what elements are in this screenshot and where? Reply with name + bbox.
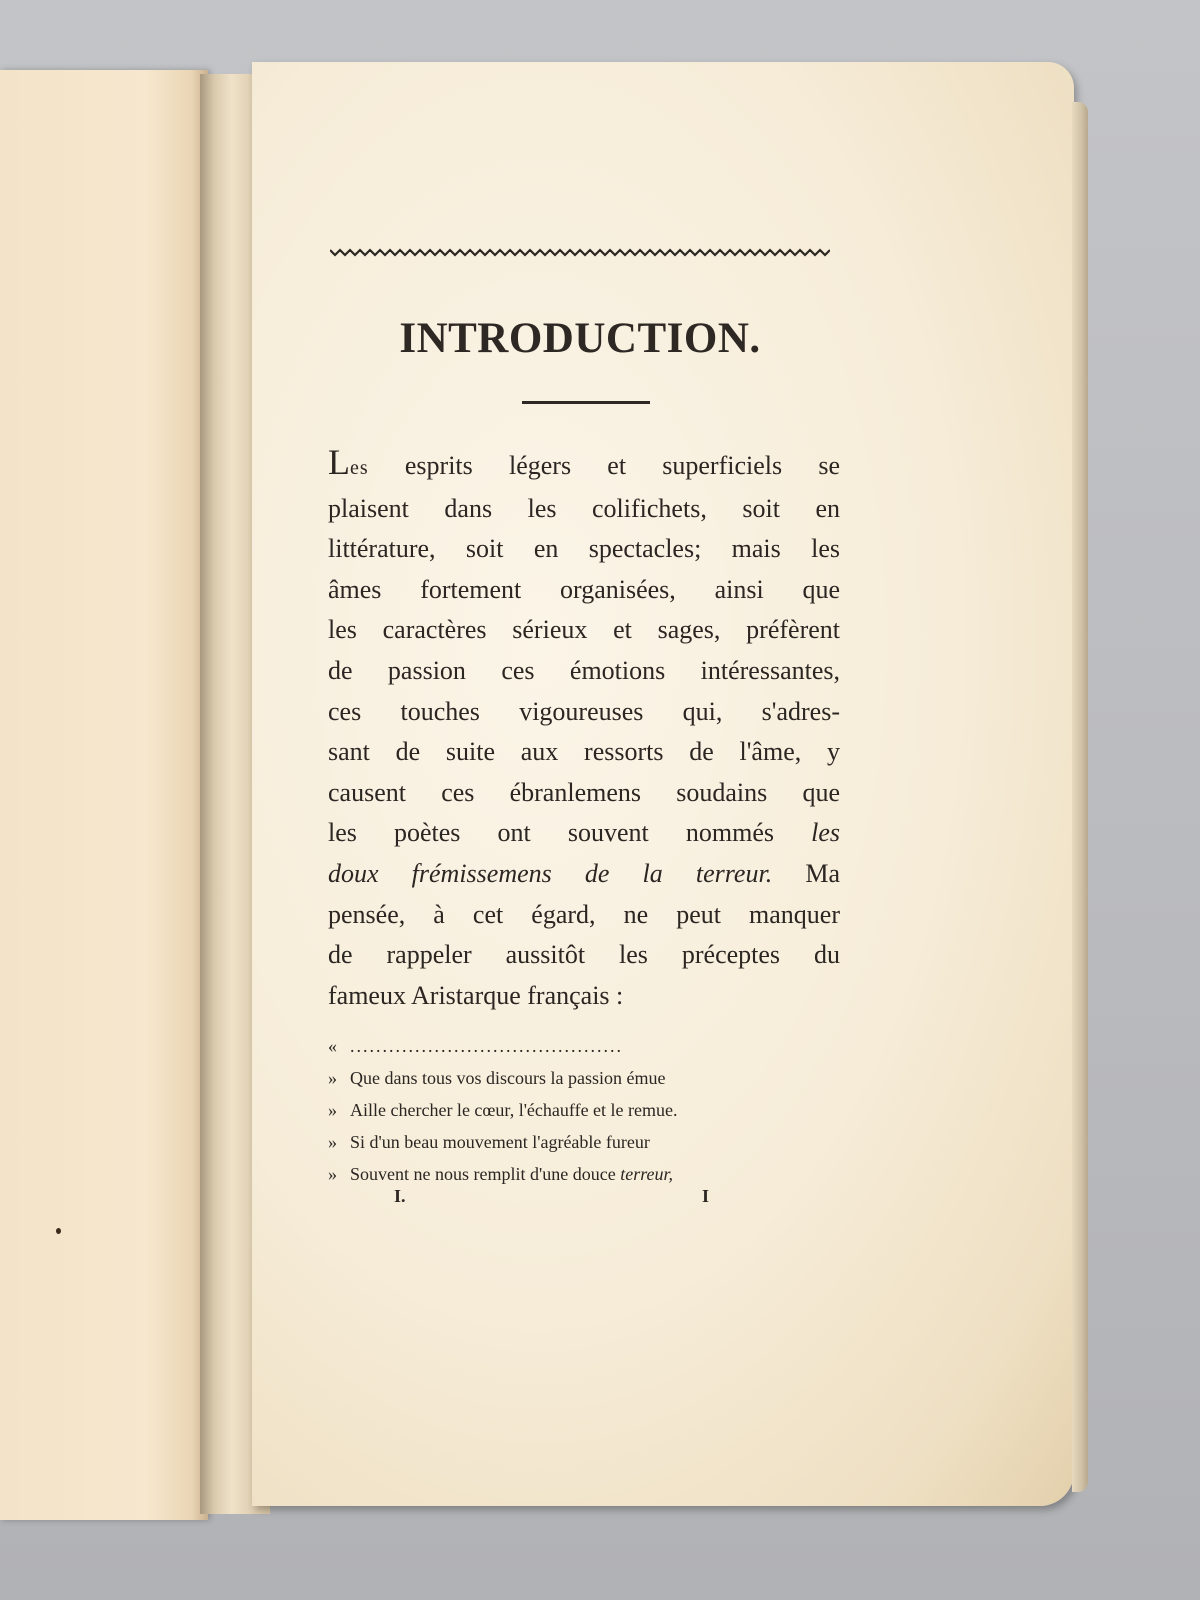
quoted-verse: [328, 1030, 828, 1190]
paragraph-line: de passion ces émotions intéressantes,: [328, 655, 840, 685]
paper-speck: [56, 1228, 61, 1234]
paragraph-line: littérature, soit en spectacles; mais les: [328, 534, 840, 564]
verse-line: » Si d'un beau mouvement l'agréable fureur: [328, 1132, 650, 1152]
verse-line: » Aille chercher le cœur, l'échauffe et le remue.: [328, 1100, 678, 1120]
paragraph-line: fameux Aristarque français :: [328, 980, 624, 1010]
right-page: [252, 62, 1074, 1506]
paragraph-line: Les esprits légers et superficiels se: [328, 442, 840, 482]
paragraph-line: ces touches vigoureuses qui, s'adres-: [328, 696, 840, 726]
paragraph-line: de rappeler aussitôt les préceptes du: [328, 940, 840, 970]
verse-ellipsis-line: « ..........................................: [328, 1036, 623, 1056]
chapter-heading: INTRODUCTION.: [399, 315, 761, 362]
heading-rule: [522, 401, 650, 404]
drop-cap: L: [328, 442, 350, 482]
paragraph-line: plaisent dans les colifichets, soit en: [328, 493, 840, 523]
paragraph-line: les poètes ont souvent nommés les: [328, 818, 840, 848]
paragraph-line: âmes fortement organisées, ainsi que: [328, 574, 840, 604]
verse-line: » Que dans tous vos discours la passion émue: [328, 1068, 666, 1088]
paragraph-line: les caractères sérieux et sages, préfèrent: [328, 615, 840, 645]
italic-text: les: [811, 818, 840, 848]
paragraph-line: doux frémissemens de la terreur. Ma: [328, 858, 840, 888]
small-caps: es: [350, 457, 369, 479]
page-edge: [1072, 102, 1088, 1492]
decorative-border-ornament: [330, 247, 830, 257]
page-number: I: [702, 1186, 710, 1206]
verse-line: » Souvent ne nous remplit d'une douce terreur,: [328, 1164, 674, 1184]
paragraph-line: sant de suite aux ressorts de l'âme, y: [328, 737, 840, 767]
gathering-signature: I.: [394, 1186, 406, 1206]
left-page: [0, 70, 208, 1520]
introduction-paragraph: [328, 442, 840, 1016]
italic-text: doux frémissemens de la terreur.: [328, 858, 773, 888]
paragraph-line: causent ces ébranlemens soudains que: [328, 777, 840, 807]
italic-text: terreur,: [620, 1164, 674, 1184]
paragraph-line: pensée, à cet égard, ne peut manquer: [328, 899, 840, 929]
